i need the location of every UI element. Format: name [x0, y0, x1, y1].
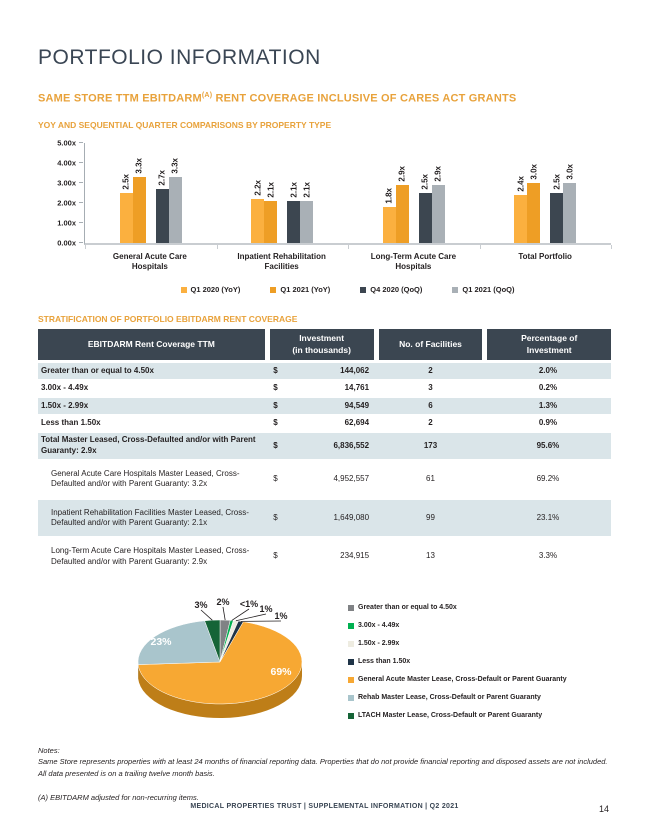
- pie-legend-label: Greater than or equal to 4.50x: [358, 604, 457, 612]
- x-axis-tick: [85, 245, 86, 249]
- investment-cell: [267, 380, 376, 397]
- legend-label: Q1 2021 (QoQ): [462, 285, 515, 295]
- y-tick: [79, 142, 83, 143]
- bar-value-label: 2.5x: [121, 174, 131, 190]
- table-row: [38, 415, 611, 432]
- y-tick-label: 0.00x: [57, 238, 76, 248]
- investment-wrap: [267, 383, 376, 393]
- facilities-value: 6: [376, 397, 485, 414]
- facilities-value: 2: [376, 362, 485, 380]
- category-label: Total Portfolio: [518, 251, 572, 261]
- bar: [300, 182, 313, 243]
- currency-symbol: $: [273, 551, 278, 561]
- bar-group: [85, 143, 217, 243]
- pie-legend-item: [348, 694, 567, 701]
- percentage-value: 69.2%: [485, 460, 611, 499]
- table-row: [38, 362, 611, 380]
- bar: [169, 158, 182, 243]
- pie-legend-swatch: [348, 713, 354, 719]
- investment-wrap: [267, 513, 376, 523]
- legend-swatch: [360, 287, 366, 293]
- pie-legend-swatch: [348, 677, 354, 683]
- chart-subheading: YOY AND SEQUENTIAL QUARTER COMPARISONS BY PROPERTY TYPE: [38, 119, 332, 130]
- legend-label: Q1 2020 (YoY): [190, 285, 241, 295]
- investment-value: 234,915: [340, 551, 370, 561]
- percentage-value: 23.1%: [485, 499, 611, 538]
- currency-symbol: $: [273, 383, 278, 393]
- page-title: PORTFOLIO INFORMATION: [38, 46, 321, 69]
- table-column-header: Investment (in thousands): [267, 329, 376, 361]
- pie-legend-label: LTACH Master Lease, Cross-Default or Parent Guaranty: [358, 712, 543, 720]
- pie-legend-item: [348, 658, 567, 665]
- table-column-header: Percentage of Investment: [485, 329, 611, 361]
- bar-value-label: 2.4x: [516, 176, 526, 192]
- bar: [264, 182, 277, 243]
- investment-cell: [267, 460, 376, 499]
- y-tick-label: 5.00x: [57, 138, 76, 148]
- percentage-value: 3.3%: [485, 537, 611, 576]
- table-row: [38, 380, 611, 397]
- bar: [133, 158, 146, 243]
- category-label: Long-Term Acute Care Hospitals: [370, 251, 457, 272]
- stratification-table: [38, 329, 611, 577]
- bar-chart-yaxis: [38, 138, 84, 248]
- bar-value-label: 3.0x: [529, 164, 539, 180]
- pie-legend-item: [348, 676, 567, 683]
- investment-cell: [267, 432, 376, 460]
- pie-label-leader-line: [223, 607, 225, 620]
- x-axis-tick: [348, 245, 349, 249]
- investment-wrap: [267, 441, 376, 451]
- pie-percent-label: <1%: [239, 599, 259, 610]
- bar-value-label: 3.3x: [134, 158, 144, 174]
- pie-legend-label: General Acute Master Lease, Cross-Default or Parent Guaranty: [358, 676, 567, 684]
- currency-symbol: $: [273, 418, 278, 428]
- pie-legend-label: Less than 1.50x: [358, 658, 411, 666]
- page-number: 14: [598, 804, 609, 814]
- bar-value-label: 2.5x: [552, 174, 562, 190]
- y-tick: [79, 202, 83, 203]
- investment-wrap: [267, 366, 376, 376]
- pie-percent-label: 69%: [270, 666, 292, 679]
- investment-value: 62,694: [344, 418, 370, 428]
- y-tick: [79, 242, 83, 243]
- currency-symbol: $: [273, 400, 278, 410]
- y-tick-label: 2.00x: [57, 198, 76, 208]
- y-tick: [79, 182, 83, 183]
- bar-chart-categories: [84, 252, 611, 273]
- pie-legend-swatch: [348, 641, 354, 647]
- pie-legend-label: 3.00x - 4.49x: [358, 622, 400, 630]
- heading-pre: SAME STORE TTM EBITDARM: [38, 92, 202, 105]
- bar-value-label: 3.3x: [170, 158, 180, 174]
- bar-value-label: 2.5x: [420, 174, 430, 190]
- pie-legend-item: [348, 712, 567, 719]
- investment-wrap: [267, 474, 376, 484]
- row-label: 3.00x - 4.49x: [38, 380, 267, 397]
- y-tick: [79, 222, 83, 223]
- bar: [251, 180, 264, 243]
- row-label: Long-Term Acute Care Hospitals Master Leased, Cross-Defaulted and/or with Parent Guaranty: 2.9x: [38, 537, 267, 576]
- bar: [432, 166, 445, 243]
- heading-footnote-marker: (A): [201, 92, 213, 99]
- investment-value: 144,062: [340, 365, 370, 375]
- bar: [514, 176, 527, 243]
- notes-body: Same Store represents properties with at least 24 months of financial reporting data. Properties that do not provide financial reporting and disposed assets are not included. All data presented is on a trailing twelve month basis.: [38, 757, 608, 778]
- table-column-header: EBITDARM Rent Coverage TTM: [38, 329, 267, 361]
- row-label: Total Master Leased, Cross-Defaulted and/or with Parent Guaranty: 2.9x: [38, 432, 267, 460]
- percentage-value: 95.6%: [485, 432, 611, 460]
- pie-chart-section: [38, 589, 611, 741]
- legend-swatch: [452, 287, 458, 293]
- row-label: 1.50x - 2.99x: [38, 397, 267, 414]
- row-label: Greater than or equal to 4.50x: [38, 362, 267, 380]
- legend-swatch: [181, 287, 187, 293]
- bar-value-label: 2.2x: [253, 180, 263, 196]
- y-tick-label: 3.00x: [57, 178, 76, 188]
- facilities-value: 3: [376, 380, 485, 397]
- legend-label: Q1 2021 (YoY): [280, 285, 331, 295]
- percentage-value: 1.3%: [485, 397, 611, 414]
- bar-group: [480, 143, 612, 243]
- facilities-value: 13: [376, 537, 485, 576]
- currency-symbol: $: [273, 473, 278, 483]
- investment-value: 94,549: [344, 400, 370, 410]
- bar-chart-legend: [84, 285, 611, 294]
- facilities-value: 61: [376, 460, 485, 499]
- currency-symbol: $: [273, 512, 278, 522]
- table-row: [38, 432, 611, 460]
- percentage-value: 0.2%: [485, 380, 611, 397]
- investment-cell: [267, 362, 376, 380]
- legend-item: [181, 285, 241, 294]
- x-axis-tick: [217, 245, 218, 249]
- legend-item: [360, 285, 422, 294]
- x-axis-tick: [480, 245, 481, 249]
- legend-item: [452, 285, 514, 294]
- bar: [287, 182, 300, 243]
- heading-post: RENT COVERAGE INCLUSIVE OF CARES ACT GRANTS: [212, 92, 517, 105]
- table-header-row: [38, 329, 611, 361]
- pie-legend-swatch: [348, 659, 354, 665]
- table-column-header: No. of Facilities: [376, 329, 485, 361]
- pie-chart-svg: [94, 589, 344, 741]
- bar-value-label: 2.1x: [266, 182, 276, 198]
- investment-value: 4,952,557: [333, 473, 370, 483]
- investment-cell: [267, 397, 376, 414]
- bar: [419, 174, 432, 243]
- legend-swatch: [270, 287, 276, 293]
- bar-value-label: 1.8x: [384, 188, 394, 204]
- investment-cell: [267, 537, 376, 576]
- pie-percent-label: 2%: [216, 597, 230, 608]
- table-row: [38, 397, 611, 414]
- row-label: Less than 1.50x: [38, 415, 267, 432]
- table-body: [38, 362, 611, 576]
- currency-symbol: $: [273, 365, 278, 375]
- percentage-value: 0.9%: [485, 415, 611, 432]
- notes-label: Notes:: [38, 746, 60, 756]
- percentage-value: 2.0%: [485, 362, 611, 380]
- y-tick-label: 1.00x: [57, 218, 76, 228]
- investment-cell: [267, 499, 376, 538]
- investment-cell: [267, 415, 376, 432]
- bar-value-label: 3.0x: [565, 164, 575, 180]
- investment-value: 1,649,080: [333, 512, 370, 522]
- investment-wrap: [267, 551, 376, 561]
- bar: [120, 174, 133, 243]
- legend-item: [270, 285, 330, 294]
- pie-legend-swatch: [348, 623, 354, 629]
- investment-value: 14,761: [344, 383, 370, 393]
- bar-chart: [38, 138, 611, 295]
- bar-value-label: 2.7x: [157, 170, 167, 186]
- bar-value-label: 2.9x: [433, 166, 443, 182]
- category-label: General Acute Care Hospitals: [112, 251, 187, 272]
- investment-wrap: [267, 401, 376, 411]
- pie-legend: [348, 589, 567, 741]
- pie-legend-item: [348, 622, 567, 629]
- bar: [527, 164, 540, 243]
- facilities-value: 99: [376, 499, 485, 538]
- category-label: Inpatient Rehabilitation Facilities: [237, 251, 326, 272]
- pie-legend-swatch: [348, 695, 354, 701]
- investment-wrap: [267, 418, 376, 428]
- pie-percent-label: 3%: [194, 600, 208, 611]
- pie-percent-label: 1%: [274, 611, 288, 622]
- pie-legend-label: 1.50x - 2.99x: [358, 640, 400, 648]
- pie-label-leader-line: [201, 610, 212, 620]
- bar: [156, 170, 169, 243]
- row-label: General Acute Care Hospitals Master Leased, Cross-Defaulted and/or with Parent Guaranty: 3.2x: [38, 460, 267, 499]
- pie-legend-swatch: [348, 605, 354, 611]
- section-heading: [38, 92, 611, 105]
- x-axis-tick: [611, 245, 612, 249]
- table-row: [38, 537, 611, 576]
- pie-legend-label: Rehab Master Lease, Cross-Default or Parent Guaranty: [358, 694, 541, 702]
- currency-symbol: $: [273, 440, 278, 450]
- pie-percent-label: 1%: [259, 604, 273, 615]
- bar-chart-plotwrap: [84, 143, 611, 295]
- bar: [563, 164, 576, 243]
- row-label: Inpatient Rehabilitation Facilities Master Leased, Cross-Defaulted and/or with Parent Guaranty: 2.1x: [38, 499, 267, 538]
- table-title: STRATIFICATION OF PORTFOLIO EBITDARM RENT COVERAGE: [38, 314, 298, 325]
- bar: [396, 166, 409, 243]
- bar: [383, 188, 396, 243]
- table-row: [38, 499, 611, 538]
- facilities-value: 173: [376, 432, 485, 460]
- y-tick-label: 4.00x: [57, 158, 76, 168]
- bar-value-label: 2.1x: [302, 182, 312, 198]
- bar-chart-plot: [84, 143, 611, 245]
- bar-value-label: 2.1x: [289, 182, 299, 198]
- table-row: [38, 460, 611, 499]
- legend-label: Q4 2020 (QoQ): [370, 285, 423, 295]
- pie-percent-label: 23%: [150, 636, 172, 649]
- notes: [38, 745, 611, 803]
- footer-text: MEDICAL PROPERTIES TRUST | SUPPLEMENTAL INFORMATION | Q2 2021: [190, 803, 459, 810]
- pie-legend-item: [348, 604, 567, 611]
- investment-value: 6,836,552: [333, 440, 370, 450]
- bar-group: [217, 143, 349, 243]
- bar-value-label: 2.9x: [397, 166, 407, 182]
- facilities-value: 2: [376, 415, 485, 432]
- footnote-a: (A) EBITDARM adjusted for non-recurring items.: [38, 792, 199, 802]
- bar: [550, 174, 563, 243]
- pie-legend-item: [348, 640, 567, 647]
- y-tick: [79, 162, 83, 163]
- bar-group: [348, 143, 480, 243]
